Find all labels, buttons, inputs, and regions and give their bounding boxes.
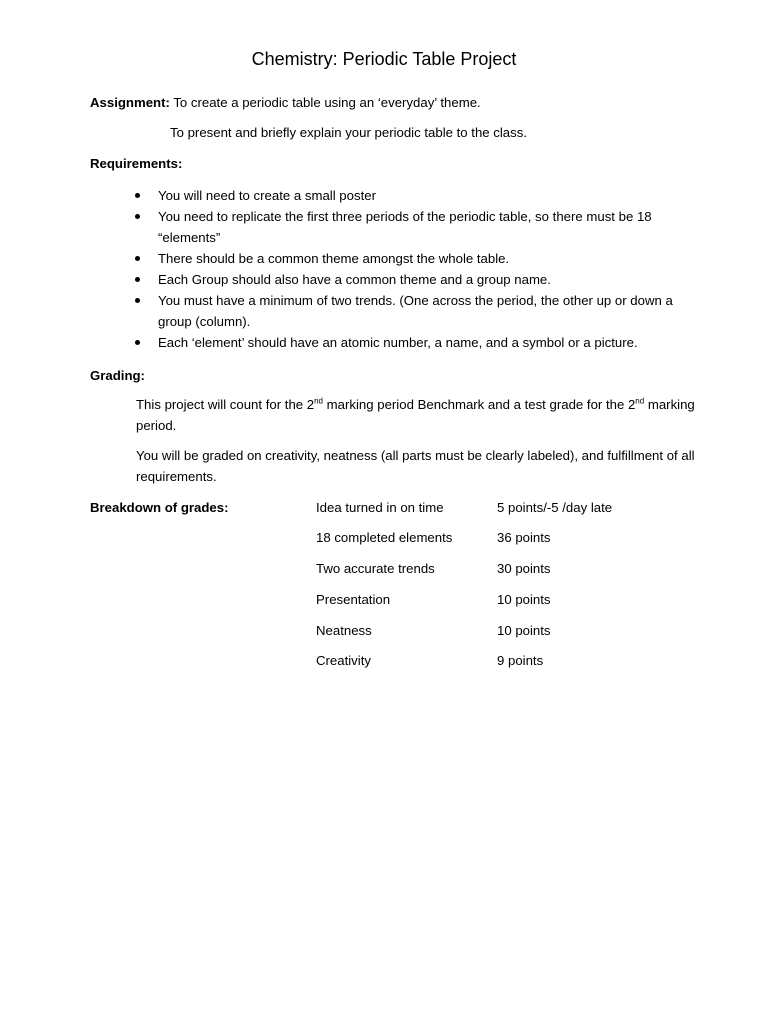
breakdown-item: Two accurate trends <box>316 561 435 576</box>
assignment-text-2: To present and briefly explain your periodic table to the class. <box>170 125 527 140</box>
grading-heading: Grading: <box>90 368 145 383</box>
assignment-text-1: To create a periodic table using an ‘everyday’ theme. <box>173 95 481 110</box>
bullet-icon <box>135 193 140 198</box>
breakdown-item: Presentation <box>316 592 391 607</box>
breakdown-item: Creativity <box>316 653 371 668</box>
requirement-item: There should be a common theme amongst the whole table. <box>90 248 690 269</box>
breakdown-points: 10 points <box>497 592 551 607</box>
requirement-item: You will need to create a small poster <box>90 185 690 206</box>
bullet-icon <box>135 298 140 303</box>
breakdown-item: 18 completed elements <box>316 530 453 545</box>
requirement-item: Each Group should also have a common theme and a group name. <box>90 269 690 290</box>
grading-paragraph-1: This project will count for the 2nd marking period Benchmark and a test grade for the 2nd marking period. <box>136 396 695 433</box>
bullet-icon <box>135 277 140 282</box>
requirement-item: You need to replicate the first three periods of the periodic table, so there must be 18 “elements” <box>90 206 690 248</box>
assignment-label: Assignment: <box>90 95 170 110</box>
requirements-list <box>90 185 690 353</box>
bullet-icon <box>135 256 140 261</box>
breakdown-points: 36 points <box>497 530 551 545</box>
assignment-line <box>90 92 481 113</box>
breakdown-item: Neatness <box>316 623 372 638</box>
breakdown-points: 9 points <box>497 653 544 668</box>
bullet-icon <box>135 340 140 345</box>
document-title: Chemistry: Periodic Table Project <box>251 49 517 69</box>
requirement-item: You must have a minimum of two trends. (One across the period, the other up or down a group (column). <box>90 290 690 332</box>
breakdown-points: 10 points <box>497 623 551 638</box>
breakdown-item: Idea turned in on time <box>316 500 444 515</box>
grading-paragraph-2: You will be graded on creativity, neatness (all parts must be clearly labeled), and fulfillment of all requirements. <box>136 448 695 484</box>
breakdown-heading: Breakdown of grades: <box>90 500 229 515</box>
bullet-icon <box>135 214 140 219</box>
requirements-heading: Requirements: <box>90 156 183 171</box>
breakdown-points: 5 points/-5 /day late <box>497 500 613 515</box>
requirement-item: Each ‘element’ should have an atomic number, a name, and a symbol or a picture. <box>90 332 690 353</box>
breakdown-points: 30 points <box>497 561 551 576</box>
